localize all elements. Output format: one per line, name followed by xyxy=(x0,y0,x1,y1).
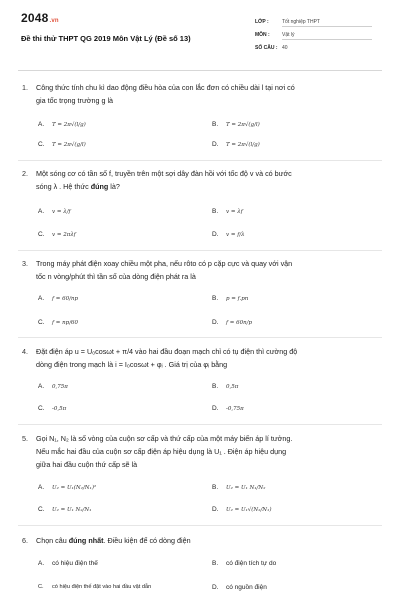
option-c[interactable] xyxy=(38,231,76,238)
subject-value: Vật lý xyxy=(282,32,372,40)
question-text-line: gia tốc trọng trường g là xyxy=(36,96,114,105)
option-label: A. xyxy=(38,484,45,491)
question-number: 3. xyxy=(22,259,28,268)
option-value: v = f/λ xyxy=(226,232,245,238)
option-b[interactable] xyxy=(212,484,265,491)
question-divider xyxy=(18,525,382,526)
option-label: B. xyxy=(212,560,219,567)
option-value: f = 60n/p xyxy=(226,320,253,326)
option-label: D. xyxy=(212,584,219,591)
question-number: 2. xyxy=(22,169,28,178)
option-label: A. xyxy=(38,383,45,390)
option-label: A. xyxy=(38,208,45,215)
question-text-line: Nếu mắc hai đầu của cuộn sơ cấp điện áp hiệu dụng là U₁ . Điện áp hiệu dụng xyxy=(36,447,287,456)
option-label: A. xyxy=(38,560,45,567)
option-value: v = λ/f xyxy=(52,209,71,215)
option-label: C. xyxy=(38,319,45,326)
option-value: -0,5π xyxy=(52,406,67,412)
option-label: C. xyxy=(38,405,45,412)
option-c[interactable] xyxy=(38,584,151,590)
question-number: 5. xyxy=(22,434,28,443)
text-span: . Điều kiện để có dòng điện xyxy=(103,536,191,545)
question-number: 1. xyxy=(22,83,28,92)
option-b[interactable] xyxy=(212,560,276,567)
class-value: Tốt nghiệp THPT xyxy=(282,19,372,27)
question-text-line: dòng điện trong mạch là i = I₀cosωt + φᵢ . Giá trị của φᵢ bằng xyxy=(36,360,228,369)
option-label: C. xyxy=(38,231,45,238)
option-a[interactable] xyxy=(38,121,86,128)
option-b[interactable] xyxy=(212,295,248,302)
option-label: B. xyxy=(212,383,219,390)
option-c[interactable] xyxy=(38,506,91,513)
option-label: B. xyxy=(212,208,219,215)
option-a[interactable] xyxy=(38,295,78,302)
option-label: C. xyxy=(38,584,44,590)
question-text xyxy=(36,345,382,371)
option-value: 0,75π xyxy=(52,384,68,390)
question-text-line: Gọi N₁, N₂ là số vòng của cuộn sơ cấp và thứ cấp của một máy biến áp lí tưởng. xyxy=(36,434,293,443)
question-text-line: Một sóng cơ có tần số f, truyền trên một sợi dây đàn hồi với tốc độ v và có bước xyxy=(36,169,292,178)
exam-title: Đề thi thử THPT QG 2019 Môn Vật Lý (Đề số 13) xyxy=(21,34,191,43)
option-d[interactable] xyxy=(212,405,244,412)
question-divider xyxy=(18,424,382,425)
question-number: 6. xyxy=(22,536,28,545)
logo-suffix: .vn xyxy=(49,18,59,24)
option-a[interactable] xyxy=(38,208,71,215)
question-text-line xyxy=(36,180,382,193)
emphasis-text: đúng xyxy=(90,182,109,191)
option-value: T = 2π√(l/g) xyxy=(52,122,86,128)
question-text-line: Đặt điện áp u = U₀cosωt + π/4 vào hai đầu đoạn mạch chỉ có tụ điện thì cường độ xyxy=(36,347,298,356)
question-text xyxy=(36,534,382,547)
emphasis-text: đúng nhất xyxy=(68,536,104,545)
option-d[interactable] xyxy=(212,584,267,591)
option-d[interactable] xyxy=(212,141,260,148)
option-value: U₂ = U₁√(N₂/N₁) xyxy=(226,507,272,513)
option-value: có điện tích tự do xyxy=(226,560,277,567)
question-text-line: Trong máy phát điện xoay chiều một pha, nếu rôto có p cặp cực và quay với vận xyxy=(36,259,293,268)
question-text xyxy=(36,81,382,107)
question-divider xyxy=(18,337,382,338)
option-b[interactable] xyxy=(212,208,243,215)
option-c[interactable] xyxy=(38,405,66,412)
option-value: 0,5π xyxy=(226,384,239,390)
option-value: p = f.pn xyxy=(226,296,249,302)
question-text-line: Công thức tính chu kì dao động điều hòa của con lắc đơn có chiều dài l tại nơi có xyxy=(36,83,295,92)
question-text xyxy=(36,167,382,193)
question-count-label: SỐ CÂU : xyxy=(255,45,278,51)
option-label: C. xyxy=(38,141,45,148)
question-text xyxy=(36,432,382,471)
option-value: U₂ = U₁ N₂/N₁ xyxy=(52,507,92,513)
option-a[interactable] xyxy=(38,484,96,491)
option-d[interactable] xyxy=(212,231,245,238)
option-value: v = λf xyxy=(226,209,243,215)
question-number: 4. xyxy=(22,347,28,356)
option-value: có hiệu điện thế đặt vào hai đầu vật dẫn xyxy=(52,584,152,590)
question-count-value: 40 xyxy=(282,45,288,51)
option-label: D. xyxy=(212,231,219,238)
option-value: U₂ = U₁(N₂/N₁)² xyxy=(52,485,97,491)
option-label: A. xyxy=(38,295,45,302)
logo-main: 2048 xyxy=(21,11,49,25)
option-value: T = 2π√(l/g) xyxy=(226,142,260,148)
option-value: có hiệu điện thế xyxy=(52,560,98,567)
option-label: B. xyxy=(212,121,219,128)
option-value: f = 60/np xyxy=(52,296,79,302)
option-value: f = np/60 xyxy=(52,320,79,326)
site-logo[interactable] xyxy=(21,11,59,25)
option-b[interactable] xyxy=(212,383,238,390)
option-value: -0,75π xyxy=(226,406,244,412)
option-d[interactable] xyxy=(212,506,271,513)
option-c[interactable] xyxy=(38,319,78,326)
subject-label: MÔN : xyxy=(255,32,270,38)
question-text-line xyxy=(36,534,382,547)
option-a[interactable] xyxy=(38,383,68,390)
option-a[interactable] xyxy=(38,560,98,567)
question-text-line: giữa hai đầu cuộn thứ cấp sẽ là xyxy=(36,460,138,469)
option-value: có nguồn điện xyxy=(226,584,267,591)
option-label: D. xyxy=(212,319,219,326)
question-divider xyxy=(18,160,382,161)
text-span: là? xyxy=(108,182,120,191)
text-span: Chọn câu xyxy=(36,536,69,545)
question-text xyxy=(36,257,382,283)
option-d[interactable] xyxy=(212,319,252,326)
option-b[interactable] xyxy=(212,121,260,128)
header-divider xyxy=(18,70,382,71)
option-label: C. xyxy=(38,506,45,513)
option-label: B. xyxy=(212,484,219,491)
option-label: A. xyxy=(38,121,45,128)
option-value: T = 2π√(g/l) xyxy=(52,142,86,148)
option-label: B. xyxy=(212,295,219,302)
question-divider xyxy=(18,250,382,251)
class-label: LỚP : xyxy=(255,19,269,25)
question-text-line: tốc n vòng/phút thì tần số của dòng điện phát ra là xyxy=(36,272,196,281)
option-value: U₂ = U₁ N₁/N₂ xyxy=(226,485,266,491)
option-label: D. xyxy=(212,405,219,412)
option-c[interactable] xyxy=(38,141,86,148)
option-value: T = 2π√(g/l) xyxy=(226,122,260,128)
option-value: v = 2πλf xyxy=(52,232,76,238)
option-label: D. xyxy=(212,141,219,148)
option-label: D. xyxy=(212,506,219,513)
page-header xyxy=(0,0,400,64)
text-span: sóng λ . Hệ thức xyxy=(36,182,91,191)
